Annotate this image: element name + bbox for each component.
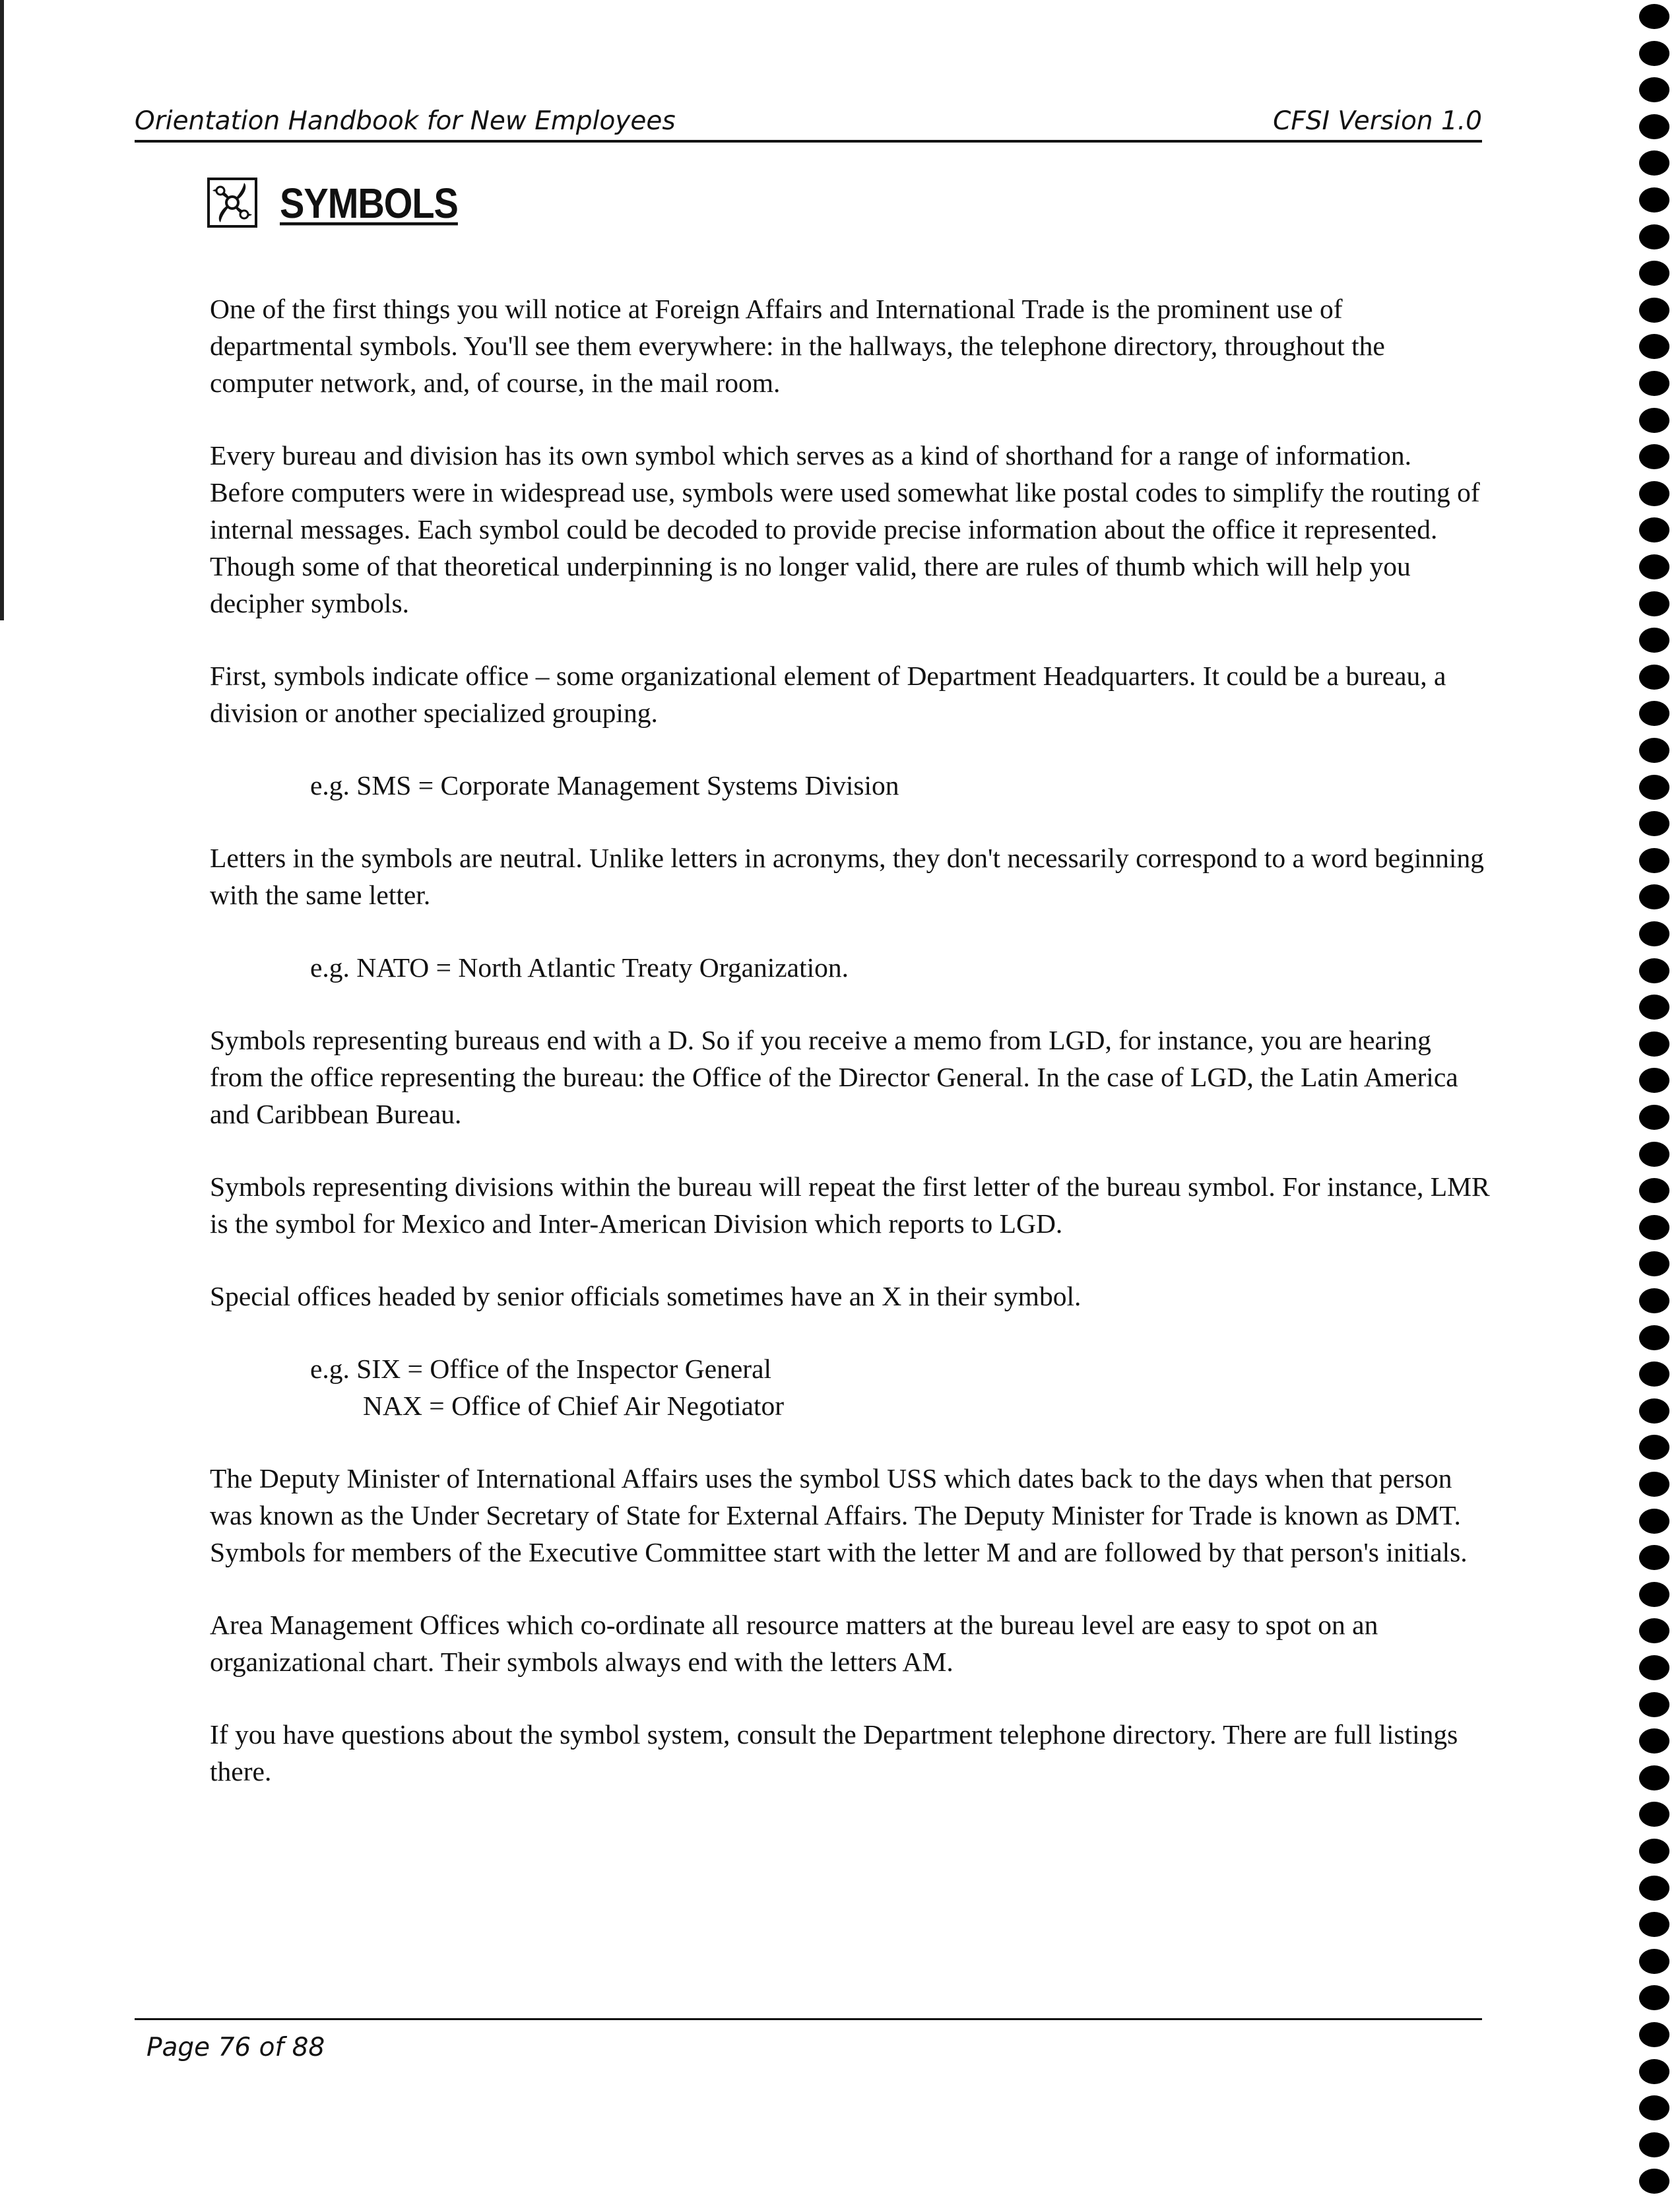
page-number: Page 76 of 88 <box>146 2033 325 2062</box>
binding-hole <box>1639 2022 1669 2047</box>
binding-hole <box>1639 1251 1669 1276</box>
binding-hole <box>1639 1985 1669 2010</box>
binding-hole <box>1639 665 1669 690</box>
paragraph: Symbols representing divisions within the bureau will repeat the first letter of the bureau symbol. For instance, LMR is the symbol for Mexico and Inter-American Division which reports to LGD. <box>210 1171 1490 1239</box>
binding-hole <box>1639 1178 1669 1203</box>
binding-hole <box>1639 2132 1669 2157</box>
binding-hole <box>1639 187 1669 213</box>
binding-hole <box>1639 1582 1669 1607</box>
binding-hole <box>1639 1839 1669 1864</box>
binding-hole <box>1639 1949 1669 1974</box>
example-nato: e.g. NATO = North Atlantic Treaty Organization. <box>310 952 849 983</box>
binding-hole <box>1639 4 1669 29</box>
binding-hole <box>1639 298 1669 323</box>
binding-hole <box>1639 884 1669 909</box>
binding-hole <box>1639 1215 1669 1240</box>
paragraph: The Deputy Minister of International Affairs uses the symbol USS which dates back to the days when that person was known as the Under Secretary of State for External Affairs. The Deputy Minister for Trade is known as DMT. Symbols for members of the Executive Committee start with the letter M and are followed by that person's initials. <box>210 1463 1468 1567</box>
paragraph: One of the first things you will notice at Foreign Affairs and International Trade is the prominent use of departmental symbols. You'll see them everywhere: in the hallways, the telephone directory, throughout the computer network, and, of course, in the mail room. <box>210 294 1385 398</box>
binding-hole <box>1639 1912 1669 1937</box>
binding-hole <box>1639 1728 1669 1754</box>
binding-hole <box>1639 2059 1669 2084</box>
binding-hole <box>1639 481 1669 506</box>
section-heading <box>207 173 458 232</box>
binding-hole <box>1639 1765 1669 1790</box>
binding-hole <box>1639 1545 1669 1570</box>
binding-hole <box>1639 1472 1669 1497</box>
binding-hole <box>1639 1032 1669 1057</box>
binding-hole <box>1639 554 1669 579</box>
example-special-offices <box>210 1350 1490 1424</box>
binding-hole <box>1639 628 1669 653</box>
binding-hole <box>1639 77 1669 102</box>
binding-hole <box>1639 1655 1669 1680</box>
binding-hole <box>1639 261 1669 286</box>
binding-hole <box>1639 408 1669 433</box>
binding-hole <box>1639 517 1669 542</box>
paragraph: Area Management Offices which co-ordinate all resource matters at the bureau level are easy to spot on an organizational chart. Their symbols always end with the letters AM. <box>210 1610 1378 1677</box>
example-sms: e.g. SMS = Corporate Management Systems Division <box>310 770 899 801</box>
binding-hole <box>1639 371 1669 396</box>
paragraph: First, symbols indicate office – some organizational element of Department Headquarters. It could be a bureau, a division or another specialized grouping. <box>210 661 1446 728</box>
running-header <box>135 100 1482 143</box>
scan-edge <box>0 0 4 620</box>
paragraph: If you have questions about the symbol system, consult the Department telephone directory. There are full listings there. <box>210 1719 1458 1787</box>
binding-hole <box>1639 1802 1669 1827</box>
binding-hole <box>1639 1105 1669 1130</box>
binding-holes <box>1636 0 1676 2197</box>
pinwheel-icon <box>207 178 257 228</box>
binding-hole <box>1639 2095 1669 2120</box>
binding-hole <box>1639 848 1669 873</box>
binding-hole <box>1639 921 1669 946</box>
footer-rule <box>135 2018 1482 2020</box>
binding-hole <box>1639 701 1669 726</box>
header-version: CFSI Version 1.0 <box>1273 106 1482 136</box>
header-title: Orientation Handbook for New Employees <box>135 106 676 136</box>
binding-hole <box>1639 114 1669 139</box>
example-six: e.g. SIX = Office of the Inspector General <box>310 1354 772 1384</box>
binding-hole <box>1639 444 1669 469</box>
binding-hole <box>1639 1325 1669 1350</box>
binding-hole <box>1639 150 1669 176</box>
example-nax: NAX = Office of Chief Air Negotiator <box>363 1391 785 1421</box>
binding-hole <box>1639 224 1669 249</box>
paragraph: Special offices headed by senior officials sometimes have an X in their symbol. <box>210 1281 1082 1311</box>
binding-hole <box>1639 1435 1669 1460</box>
binding-hole <box>1639 591 1669 616</box>
paragraph: Letters in the symbols are neutral. Unlike letters in acronyms, they don't necessarily correspond to a word beginning with the same letter. <box>210 843 1484 910</box>
binding-hole <box>1639 1398 1669 1424</box>
binding-hole <box>1639 738 1669 763</box>
binding-hole <box>1639 41 1669 66</box>
binding-hole <box>1639 334 1669 359</box>
binding-hole <box>1639 958 1669 983</box>
binding-hole <box>1639 995 1669 1020</box>
binding-hole <box>1639 1692 1669 1717</box>
binding-hole <box>1639 1618 1669 1643</box>
paragraph: Every bureau and division has its own symbol which serves as a kind of shorthand for a range of information. Before computers were in widespread use, symbols were used somewhat like postal codes to simplify the routing of internal messages. Each symbol could be decoded to provide precise information about the office it represented. Though some of that theoretical underpinning is no longer valid, there are rules of thumb which will help you decipher symbols. <box>210 440 1480 618</box>
binding-hole <box>1639 1288 1669 1313</box>
binding-hole <box>1639 1876 1669 1901</box>
body-text <box>210 290 1490 1825</box>
paragraph: Symbols representing bureaus end with a D. So if you receive a memo from LGD, for instance, you are hearing from the office representing the bureau: the Office of the Director General. In the case of LGD, the Latin America and Caribbean Bureau. <box>210 1025 1458 1129</box>
binding-hole <box>1639 1361 1669 1387</box>
section-title: SYMBOLS <box>280 178 458 227</box>
binding-hole <box>1639 2169 1669 2194</box>
binding-hole <box>1639 1068 1669 1093</box>
binding-hole <box>1639 1142 1669 1167</box>
binding-hole <box>1639 811 1669 836</box>
binding-hole <box>1639 1509 1669 1534</box>
binding-hole <box>1639 775 1669 800</box>
